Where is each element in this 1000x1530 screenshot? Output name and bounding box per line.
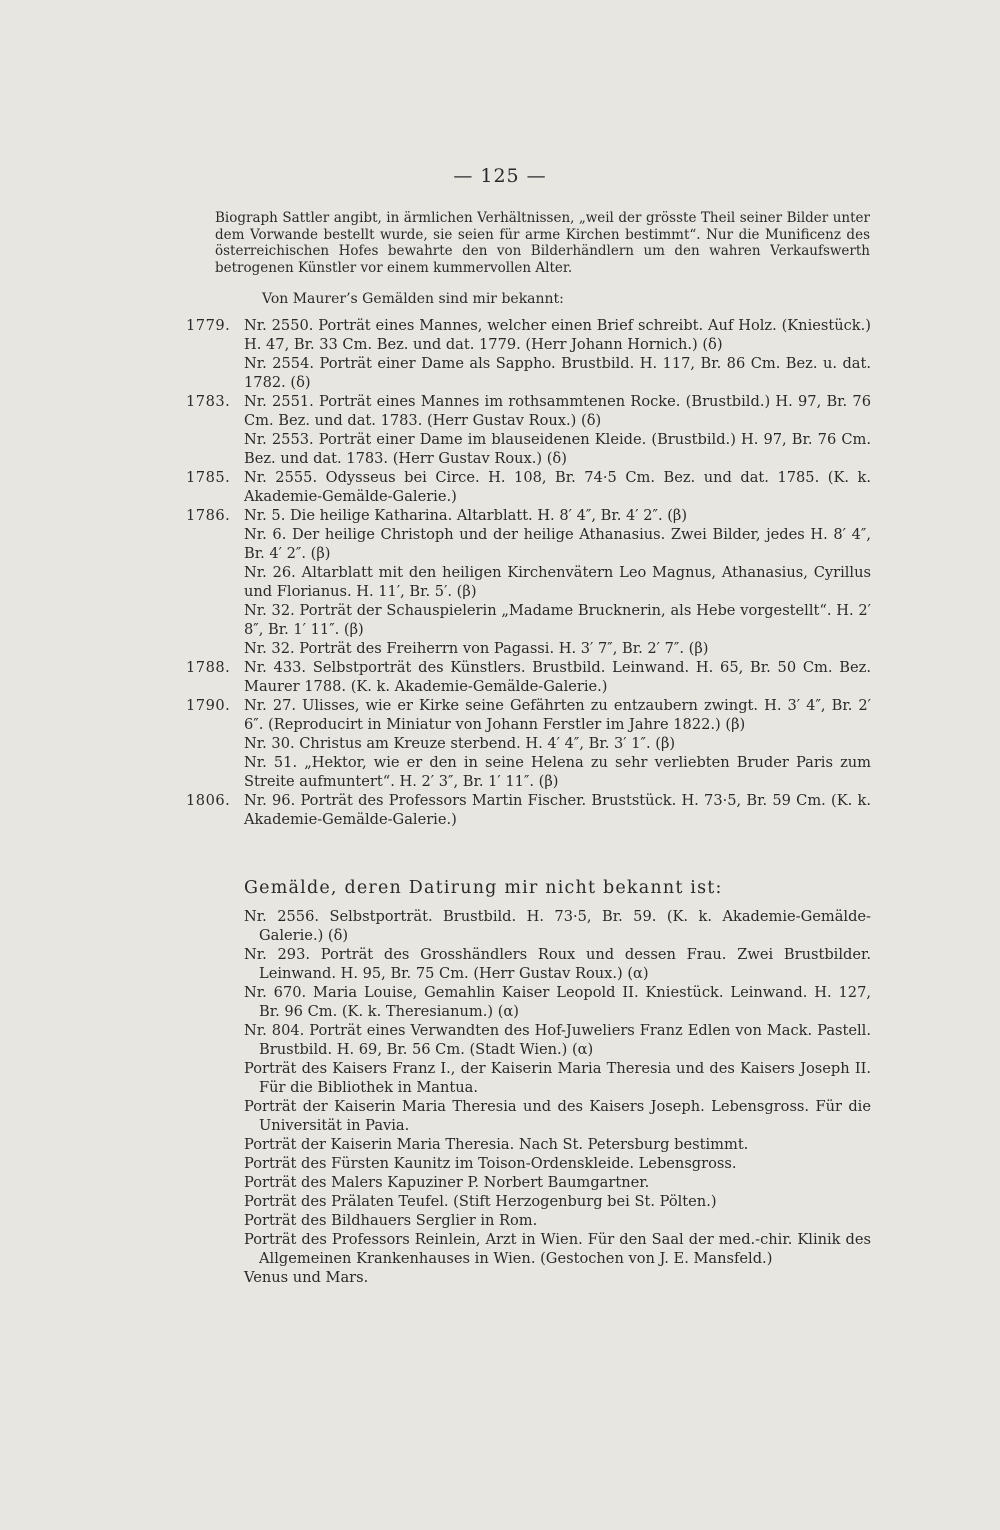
intro-paragraph: Biograph Sattler angibt, in ärmlichen Verhältnissen, „weil der grösste Theil seiner Bilder unter dem Vorwande bestellt wurde, sie seien für arme Kirchen bestimmt“. Nur die Munificenz des österreichischen Hofes bewahrte den von Bilderhändlern um den wahren Verkaufswerth betrogenen Künstler vor einem kummervollen Alter. <box>215 210 870 276</box>
entry-text: Nr. 2550. Porträt eines Mannes, welcher einen Brief schreibt. Auf Holz. (Kniestück.) H. 47, Br. 33 Cm. Bez. und dat. 1779. (Herr Johann Hornich.) (δ) <box>244 317 871 353</box>
dated-entry <box>186 639 871 658</box>
entry-year: 1786. <box>186 507 231 524</box>
undated-entry: Nr. 670. Maria Louise, Gemahlin Kaiser Leopold II. Kniestück. Leinwand. H. 127, Br. 96 Cm. (K. k. Theresianum.) (α) <box>244 984 871 1020</box>
entry-text: Nr. 2554. Porträt einer Dame als Sappho. Brustbild. H. 117, Br. 86 Cm. Bez. u. dat. 1782. (δ) <box>244 355 871 391</box>
entry-year: 1788. <box>186 659 231 676</box>
dated-works-list <box>186 316 871 829</box>
undated-entry: Venus und Mars. <box>244 1269 369 1286</box>
dated-entry <box>186 525 871 563</box>
entry-year: 1783. <box>186 393 231 410</box>
dated-entry <box>186 468 871 506</box>
dated-entry <box>186 658 871 696</box>
dated-entry <box>186 392 871 430</box>
entry-text: Nr. 26. Altarblatt mit den heiligen Kirchenvätern Leo Magnus, Athanasius, Cyrillus und Florianus. H. 11′, Br. 5′. (β) <box>244 564 871 600</box>
undated-entry: Porträt des Professors Reinlein, Arzt in Wien. Für den Saal der med.-chir. Klinik des Allgemeinen Krankenhauses in Wien. (Gestochen von J. E. Mansfeld.) <box>244 1231 871 1267</box>
dated-entry <box>186 506 871 525</box>
undated-entry: Nr. 804. Porträt eines Verwandten des Hof-Juweliers Franz Edlen von Mack. Pastell. Brustbild. H. 69, Br. 56 Cm. (Stadt Wien.) (α) <box>244 1022 871 1058</box>
undated-heading: Gemälde, deren Datirung mir nicht bekannt ist: <box>244 878 723 898</box>
dated-entry <box>186 601 871 639</box>
dated-entry <box>186 354 871 392</box>
entry-year <box>186 734 244 753</box>
entry-year <box>186 430 244 468</box>
entry-text: Nr. 27. Ulisses, wie er Kirke seine Gefährten zu entzaubern zwingt. H. 3′ 4″, Br. 2′ 6″. (Reproducirt in Miniatur von Johann Ferstler im Jahre 1822.) (β) <box>244 697 871 733</box>
entry-text: Nr. 433. Selbstporträt des Künstlers. Brustbild. Leinwand. H. 65, Br. 50 Cm. Bez. Maurer 1788. (K. k. Akademie-Gemälde-Galerie.) <box>244 659 871 695</box>
dated-entry <box>186 753 871 791</box>
dated-entry <box>186 696 871 734</box>
page-number: — 125 — <box>453 165 547 187</box>
undated-entry: Porträt des Fürsten Kaunitz im Toison-Ordenskleide. Lebensgross. <box>244 1155 737 1172</box>
undated-entry: Porträt der Kaiserin Maria Theresia und des Kaisers Joseph. Lebensgross. Für die Universität in Pavia. <box>244 1098 871 1134</box>
entry-text: Nr. 2553. Porträt einer Dame im blauseidenen Kleide. (Brustbild.) H. 97, Br. 76 Cm. Bez. und dat. 1783. (Herr Gustav Roux.) (δ) <box>244 431 871 467</box>
entry-year <box>186 525 244 563</box>
known-works-intro: Von Maurer’s Gemälden sind mir bekannt: <box>262 291 564 307</box>
entry-year <box>186 753 244 791</box>
dated-entry <box>186 734 871 753</box>
entry-year <box>186 639 244 658</box>
entry-text: Nr. 32. Porträt des Freiherrn von Pagassi. H. 3′ 7″, Br. 2′ 7″. (β) <box>244 640 709 657</box>
entry-year: 1779. <box>186 317 231 334</box>
entry-year: 1806. <box>186 792 231 809</box>
entry-text: Nr. 2555. Odysseus bei Circe. H. 108, Br. 74·5 Cm. Bez. und dat. 1785. (K. k. Akademie-Gemälde-Galerie.) <box>244 469 871 505</box>
dated-entry <box>186 316 871 354</box>
undated-entry: Nr. 293. Porträt des Grosshändlers Roux und dessen Frau. Zwei Brustbilder. Leinwand. H. 95, Br. 75 Cm. (Herr Gustav Roux.) (α) <box>244 946 871 982</box>
entry-year: 1790. <box>186 697 231 714</box>
entry-text: Nr. 51. „Hektor, wie er den in seine Helena zu sehr verliebten Bruder Paris zum Streite aufmuntert“. H. 2′ 3″, Br. 1′ 11″. (β) <box>244 754 871 790</box>
dated-entry <box>186 430 871 468</box>
entry-text: Nr. 96. Porträt des Professors Martin Fischer. Bruststück. H. 73·5, Br. 59 Cm. (K. k. Akademie-Gemälde-Galerie.) <box>244 792 871 828</box>
dated-entry <box>186 563 871 601</box>
entry-text: Nr. 32. Porträt der Schauspielerin „Madame Brucknerin, als Hebe vorgestellt“. H. 2′ 8″, Br. 1′ 11″. (β) <box>244 602 871 638</box>
entry-year <box>186 601 244 639</box>
entry-year <box>186 563 244 601</box>
entry-year: 1785. <box>186 469 231 486</box>
intro-section <box>215 210 870 308</box>
entry-year <box>186 354 244 392</box>
undated-entry: Nr. 2556. Selbstporträt. Brustbild. H. 73·5, Br. 59. (K. k. Akademie-Gemälde-Galerie.) (δ) <box>244 908 871 944</box>
undated-entry: Porträt der Kaiserin Maria Theresia. Nach St. Petersburg bestimmt. <box>244 1136 749 1153</box>
entry-text: Nr. 30. Christus am Kreuze sterbend. H. 4′ 4″, Br. 3′ 1″. (β) <box>244 735 676 752</box>
entry-text: Nr. 5. Die heilige Katharina. Altarblatt. H. 8′ 4″, Br. 4′ 2″. (β) <box>244 507 688 524</box>
entry-text: Nr. 2551. Porträt eines Mannes im rothsammtenen Rocke. (Brustbild.) H. 97, Br. 76 Cm. Bez. und dat. 1783. (Herr Gustav Roux.) (δ) <box>244 393 871 429</box>
undated-entry: Porträt des Prälaten Teufel. (Stift Herzogenburg bei St. Pölten.) <box>244 1193 717 1210</box>
dated-entry <box>186 791 871 829</box>
entry-text: Nr. 6. Der heilige Christoph und der heilige Athanasius. Zwei Bilder, jedes H. 8′ 4″, Br. 4′ 2″. (β) <box>244 526 871 562</box>
undated-entry: Porträt des Bildhauers Serglier in Rom. <box>244 1212 538 1229</box>
undated-works-list <box>244 907 871 1287</box>
undated-entry: Porträt des Kaisers Franz I., der Kaiserin Maria Theresia und des Kaisers Joseph II. Für die Bibliothek in Mantua. <box>244 1060 871 1096</box>
undated-entry: Porträt des Malers Kapuziner P. Norbert Baumgartner. <box>244 1174 650 1191</box>
